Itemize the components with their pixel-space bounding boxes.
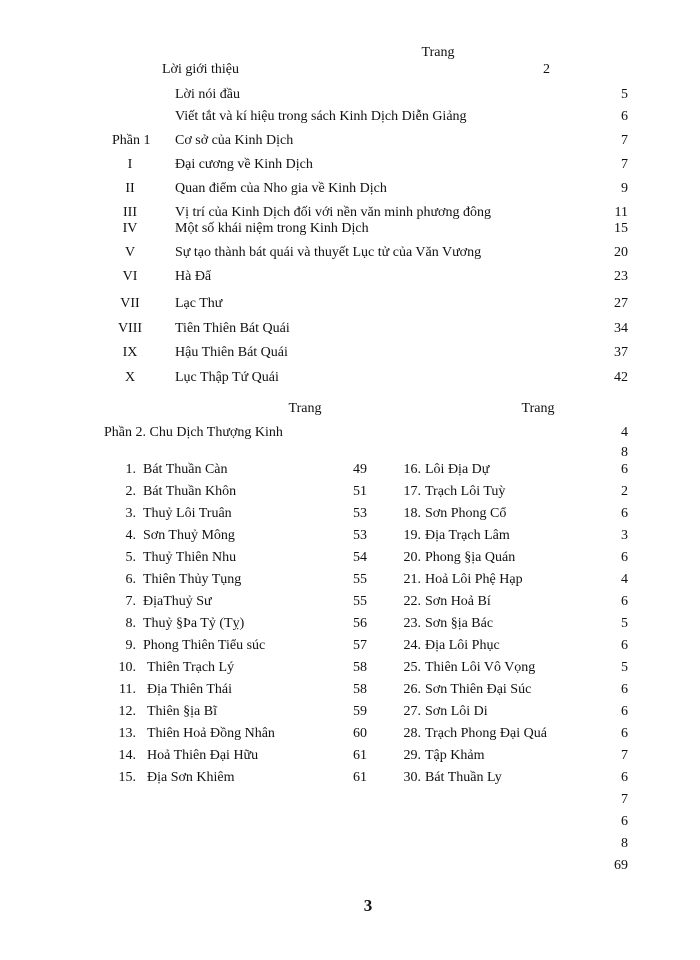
section-title: Lạc Thư	[175, 296, 223, 311]
hexagram-page: 55	[353, 572, 367, 587]
hexagram-page: 53	[353, 506, 367, 521]
hexagram-number: 1.	[125, 462, 136, 477]
part2-trang-right: Trang	[521, 401, 555, 416]
section-numeral: I	[127, 157, 133, 172]
hexagram-number: 17.	[403, 484, 421, 499]
hexagram-number: 24.	[403, 638, 421, 653]
hexagram-title: Tập Khảm	[425, 748, 485, 763]
right-page-number: 6	[621, 682, 628, 697]
hexagram-title: Sơn Phong Cổ	[425, 506, 507, 521]
hexagram-title: Sơn Thiên Đại Súc	[425, 682, 532, 697]
right-page-number: 69	[614, 858, 628, 873]
right-page-number: 2	[621, 484, 628, 499]
part2-trang-left: Trang	[288, 401, 322, 416]
section-page: 9	[621, 181, 628, 196]
hexagram-page: 55	[353, 594, 367, 609]
hexagram-page: 60	[353, 726, 367, 741]
hexagram-page: 49	[353, 462, 367, 477]
hexagram-page: 58	[353, 682, 367, 697]
hexagram-title: Phong Thiên Tiểu súc	[143, 638, 266, 653]
section-page: 15	[614, 221, 628, 236]
section-numeral: IV	[122, 221, 138, 236]
right-page-number: 6	[621, 726, 628, 741]
section-title: Một số khái niệm trong Kinh Dịch	[175, 221, 369, 236]
part2-title: Phần 2. Chu Dịch Thượng Kinh	[104, 425, 283, 440]
section-page: 34	[614, 321, 628, 336]
section-numeral: VII	[120, 296, 140, 311]
front-item-page: 6	[621, 109, 628, 124]
hexagram-page: 61	[353, 770, 367, 785]
hexagram-title: Địa Sơn Khiêm	[147, 770, 235, 785]
hexagram-title: Thuỷ §Þa Tỷ (Tỵ)	[143, 616, 245, 631]
right-page-number: 6	[621, 594, 628, 609]
right-page-number: 6	[621, 506, 628, 521]
right-page-number: 6	[621, 704, 628, 719]
hexagram-title: Thuỷ Thiên Nhu	[143, 550, 237, 565]
hexagram-title: Thiên §ịa Bĩ	[147, 704, 217, 719]
front-item-page: 5	[621, 87, 628, 102]
hexagram-title: Thiên Trạch Lý	[147, 660, 235, 675]
intro-label: Lời giới thiệu	[162, 62, 240, 77]
hexagram-number: 16.	[403, 462, 421, 477]
hexagram-title: Sơn Lôi Di	[425, 704, 488, 719]
hexagram-page: 57	[353, 638, 367, 653]
hexagram-number: 18.	[403, 506, 421, 521]
hexagram-number: 12.	[118, 704, 136, 719]
hexagram-number: 6.	[125, 572, 136, 587]
section-page: 23	[614, 269, 628, 284]
hexagram-title: Sơn Hoả Bí	[425, 594, 491, 609]
hexagram-page: 56	[353, 616, 367, 631]
section-title: Vị trí của Kinh Dịch đối với nền văn minh phương đông	[175, 205, 491, 220]
hexagram-title: Hoả Lôi Phệ Hạp	[425, 572, 523, 587]
hexagram-number: 5.	[125, 550, 136, 565]
section-title: Tiên Thiên Bát Quái	[175, 321, 290, 336]
section-title: Hậu Thiên Bát Quái	[175, 345, 288, 360]
section-title: Quan điểm của Nho gia về Kinh Dịch	[175, 181, 387, 196]
section-page: 11	[614, 205, 628, 220]
hexagram-title: Sơn Thuỷ Mông	[143, 528, 235, 543]
hexagram-title: Sơn §ịa Bác	[425, 616, 494, 631]
right-page-number: 5	[621, 660, 628, 675]
hexagram-number: 26.	[403, 682, 421, 697]
hexagram-title: Thiên Thủy Tụng	[143, 572, 242, 587]
right-page-number: 6	[621, 814, 628, 829]
section-numeral: IX	[122, 345, 138, 360]
part1-number: Phần 1	[112, 133, 151, 148]
hexagram-number: 10.	[118, 660, 136, 675]
right-page-number: 5	[621, 616, 628, 631]
hexagram-title: Trạch Phong Đại Quá	[425, 726, 547, 741]
section-title: Đại cương về Kinh Dịch	[175, 157, 313, 172]
right-page-number: 3	[621, 528, 628, 543]
section-title: Sự tạo thành bát quái và thuyết Lục tử của Văn Vương	[175, 245, 482, 260]
right-page-number: 8	[621, 836, 628, 851]
hexagram-title: Lôi Địa Dự	[425, 462, 490, 477]
section-title: Lục Thập Tứ Quái	[175, 370, 279, 385]
right-page-number: 8	[621, 445, 628, 460]
right-page-number: 7	[621, 748, 628, 763]
right-page-number: 6	[621, 550, 628, 565]
hexagram-number: 21.	[403, 572, 421, 587]
section-page: 42	[614, 370, 628, 385]
section-numeral: X	[124, 370, 136, 385]
section-page: 37	[614, 345, 628, 360]
hexagram-title: Bát Thuần Càn	[143, 462, 228, 477]
hexagram-number: 13.	[118, 726, 136, 741]
hexagram-number: 11.	[119, 682, 136, 697]
hexagram-title: ĐịaThuỷ Sư	[143, 594, 212, 609]
right-page-number: 6	[621, 462, 628, 477]
section-numeral: VIII	[117, 321, 143, 336]
hexagram-title: Thuỷ Lôi Truân	[143, 506, 232, 521]
hexagram-number: 29.	[403, 748, 421, 763]
hexagram-title: Phong §ịa Quán	[425, 550, 516, 565]
part1-title: Cơ sở của Kinh Dịch	[175, 133, 294, 148]
hexagram-number: 7.	[125, 594, 136, 609]
hexagram-number: 28.	[403, 726, 421, 741]
hexagram-number: 25.	[403, 660, 421, 675]
hexagram-number: 9.	[125, 638, 136, 653]
hexagram-page: 61	[353, 748, 367, 763]
hexagram-page: 59	[353, 704, 367, 719]
hexagram-number: 20.	[403, 550, 421, 565]
hexagram-title: Bát Thuần Khôn	[143, 484, 237, 499]
hexagram-number: 19.	[403, 528, 421, 543]
section-numeral: V	[124, 245, 136, 260]
section-page: 27	[614, 296, 628, 311]
right-page-number: 6	[621, 770, 628, 785]
hexagram-title: Bát Thuần Ly	[425, 770, 502, 785]
right-page-number: 4	[621, 572, 628, 587]
intro-page: 2	[543, 62, 550, 77]
hexagram-title: Thiên Hoả Đồng Nhân	[147, 726, 275, 741]
hexagram-number: 14.	[118, 748, 136, 763]
section-numeral: II	[125, 181, 135, 196]
section-numeral: III	[123, 205, 137, 220]
hexagram-title: Địa Lôi Phục	[425, 638, 500, 653]
hexagram-number: 8.	[125, 616, 136, 631]
hexagram-number: 4.	[125, 528, 136, 543]
hexagram-number: 3.	[125, 506, 136, 521]
hexagram-title: Thiên Lôi Vô Vọng	[425, 660, 536, 675]
front-item-label: Viết tắt và kí hiệu trong sách Kinh Dịch Diễn Giảng	[175, 109, 467, 124]
section-page: 7	[621, 157, 628, 172]
hexagram-title: Địa Thiên Thái	[147, 682, 233, 697]
hexagram-title: Địa Trạch Lâm	[425, 528, 510, 543]
hexagram-number: 2.	[125, 484, 136, 499]
right-page-number: 7	[621, 792, 628, 807]
section-title: Hà Đẩ	[175, 269, 212, 284]
hexagram-number: 23.	[403, 616, 421, 631]
front-item-label: Lời nói đầu	[175, 87, 240, 102]
toc-header-trang: Trang	[421, 45, 455, 60]
right-page-number: 6	[621, 638, 628, 653]
hexagram-number: 15.	[118, 770, 136, 785]
hexagram-title: Trạch Lôi Tuỳ	[425, 484, 506, 499]
hexagram-number: 22.	[403, 594, 421, 609]
hexagram-page: 53	[353, 528, 367, 543]
hexagram-page: 58	[353, 660, 367, 675]
footer-page-number: 3	[363, 896, 373, 915]
hexagram-page: 51	[353, 484, 367, 499]
section-numeral: VI	[122, 269, 138, 284]
hexagram-title: Hoả Thiên Đại Hữu	[147, 748, 259, 763]
hexagram-number: 27.	[403, 704, 421, 719]
hexagram-number: 30.	[403, 770, 421, 785]
right-page-number: 4	[621, 425, 628, 440]
hexagram-page: 54	[353, 550, 367, 565]
part1-page: 7	[621, 133, 628, 148]
section-page: 20	[614, 245, 628, 260]
